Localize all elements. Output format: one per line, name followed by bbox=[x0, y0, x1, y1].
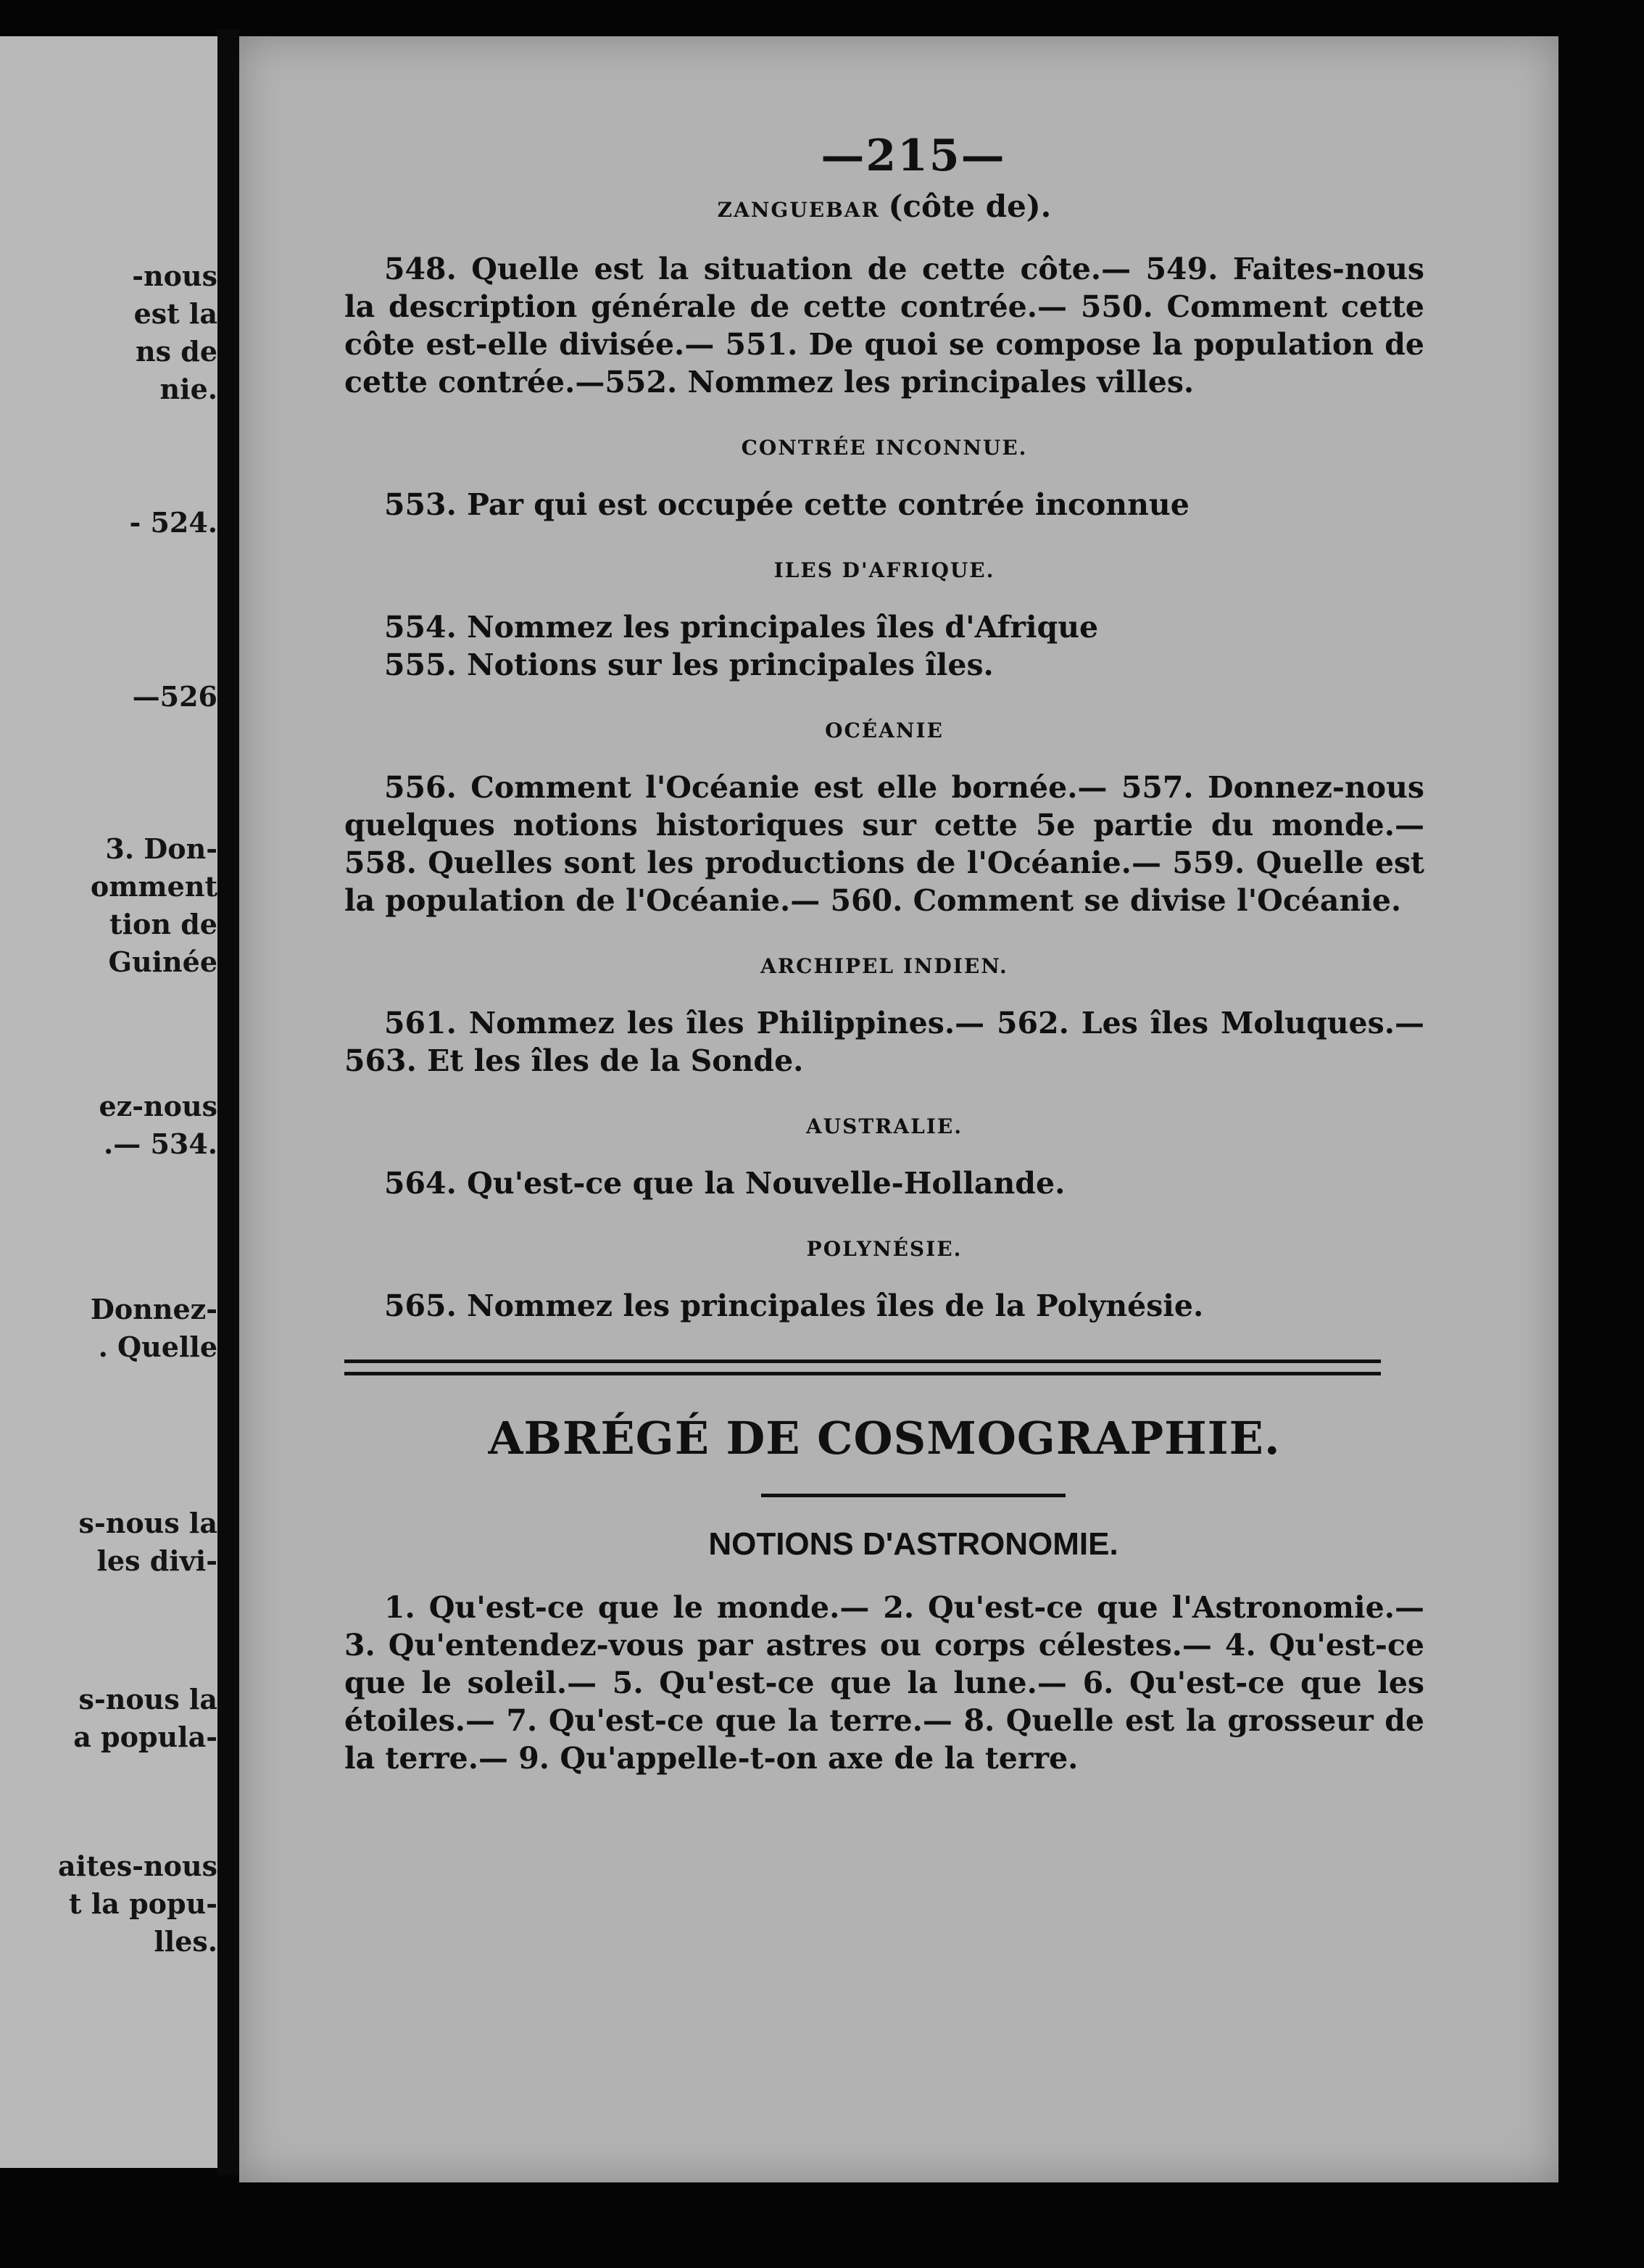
left-text-line: . Quelle bbox=[98, 1330, 217, 1363]
rule-divider bbox=[761, 1494, 1066, 1497]
section-heading-contree-inconnue: CONTRÉE INCONNUE. bbox=[741, 436, 1028, 460]
left-text-line: a popula- bbox=[73, 1721, 217, 1753]
book-gutter bbox=[217, 29, 239, 2175]
background-right bbox=[1558, 0, 1644, 2268]
section-heading-oceanie: OCÉANIE bbox=[825, 719, 944, 742]
left-text-line: omment bbox=[90, 870, 217, 903]
left-text-line: ns de bbox=[136, 335, 217, 368]
part-subtitle: NOTIONS D'ASTRONOMIE. bbox=[708, 1526, 1118, 1562]
section-text-polynesie: 565. Nommez les principales îles de la Polynésie. bbox=[384, 1288, 1204, 1323]
left-text-line: aites-nous bbox=[58, 1850, 217, 1882]
left-page-fragment bbox=[0, 36, 217, 2168]
left-text-line: .— 534. bbox=[103, 1127, 217, 1160]
section-text-oceanie: 556. Comment l'Océanie est elle bornée.— 557. Donnez-nous quelques notions historiques sur cette 5e partie du monde.— 558. Quelles sont les productions de l'Océanie.— 559. Quelle est la population de l'Océanie.— 560. Comment se divise l'Océanie. bbox=[344, 770, 1424, 918]
left-text-line: tion de bbox=[109, 908, 217, 940]
left-text-line: ez-nous bbox=[99, 1090, 217, 1122]
section-text-iles-afrique-2: 555. Notions sur les principales îles. bbox=[384, 647, 994, 682]
page-content bbox=[344, 131, 1424, 1777]
left-text-line: lles. bbox=[154, 1925, 217, 1958]
left-text-line: est la bbox=[133, 297, 217, 330]
section-heading-polynesie: POLYNÉSIE. bbox=[806, 1237, 963, 1261]
left-text-line: nie. bbox=[159, 373, 217, 405]
left-text-line: 3. Don- bbox=[105, 832, 217, 865]
left-text-line: les divi- bbox=[96, 1544, 217, 1577]
left-text-line: s-nous la bbox=[78, 1683, 217, 1716]
double-rule-divider bbox=[344, 1359, 1381, 1375]
heading-text: ZANGUEBAR bbox=[717, 198, 880, 222]
section-heading-australie: AUSTRALIE. bbox=[805, 1114, 963, 1138]
part-title: ABRÉGÉ DE COSMOGRAPHIE. bbox=[488, 1412, 1281, 1465]
section-text-contree-inconnue: 553. Par qui est occupée cette contrée inconnue bbox=[384, 487, 1190, 522]
left-text-line: Donnez- bbox=[90, 1293, 217, 1325]
left-text-line: Guinée bbox=[108, 945, 217, 978]
heading-tail: (côte de). bbox=[888, 189, 1052, 224]
section-text-archipel-indien: 561. Nommez les îles Philippines.— 562. Les îles Moluques.— 563. Et les îles de la Sonde. bbox=[344, 1006, 1424, 1078]
section-text-australie: 564. Qu'est-ce que la Nouvelle-Hollande. bbox=[384, 1166, 1066, 1201]
left-text-line: -nous bbox=[132, 260, 217, 292]
astronomy-questions: 1. Qu'est-ce que le monde.— 2. Qu'est-ce que l'Astronomie.— 3. Qu'entendez-vous par astres ou corps célestes.— 4. Qu'est-ce que le soleil.— 5. Qu'est-ce que la lune.— 6. Qu'est-ce que les étoiles.— 7. Qu'est-ce que la terre.— 8. Quelle est la grosseur de la terre.— 9. Qu'appelle-t-on axe de la terre. bbox=[344, 1590, 1424, 1776]
section-text-iles-afrique: 554. Nommez les principales îles d'Afrique bbox=[384, 610, 1099, 645]
section-heading-archipel-indien: ARCHIPEL INDIEN. bbox=[760, 954, 1008, 978]
section-heading-iles-afrique: ILES D'AFRIQUE. bbox=[773, 558, 995, 582]
left-text-line: t la popu- bbox=[69, 1887, 217, 1920]
book-page bbox=[239, 36, 1558, 2182]
section-text-zanguebar: 548. Quelle est la situation de cette côte.— 549. Faites-nous la description générale de cette contrée.— 550. Comment cette côte est-elle divisée.— 551. De quoi se compose la population de cette contrée.—552. Nommez les principales villes. bbox=[344, 252, 1424, 400]
section-heading-zanguebar bbox=[344, 189, 1424, 224]
left-text-line: s-nous la bbox=[78, 1507, 217, 1539]
left-text-line: —526 bbox=[132, 680, 217, 713]
page-number: —215— bbox=[821, 131, 1006, 181]
left-text-line: - 524. bbox=[129, 506, 217, 539]
